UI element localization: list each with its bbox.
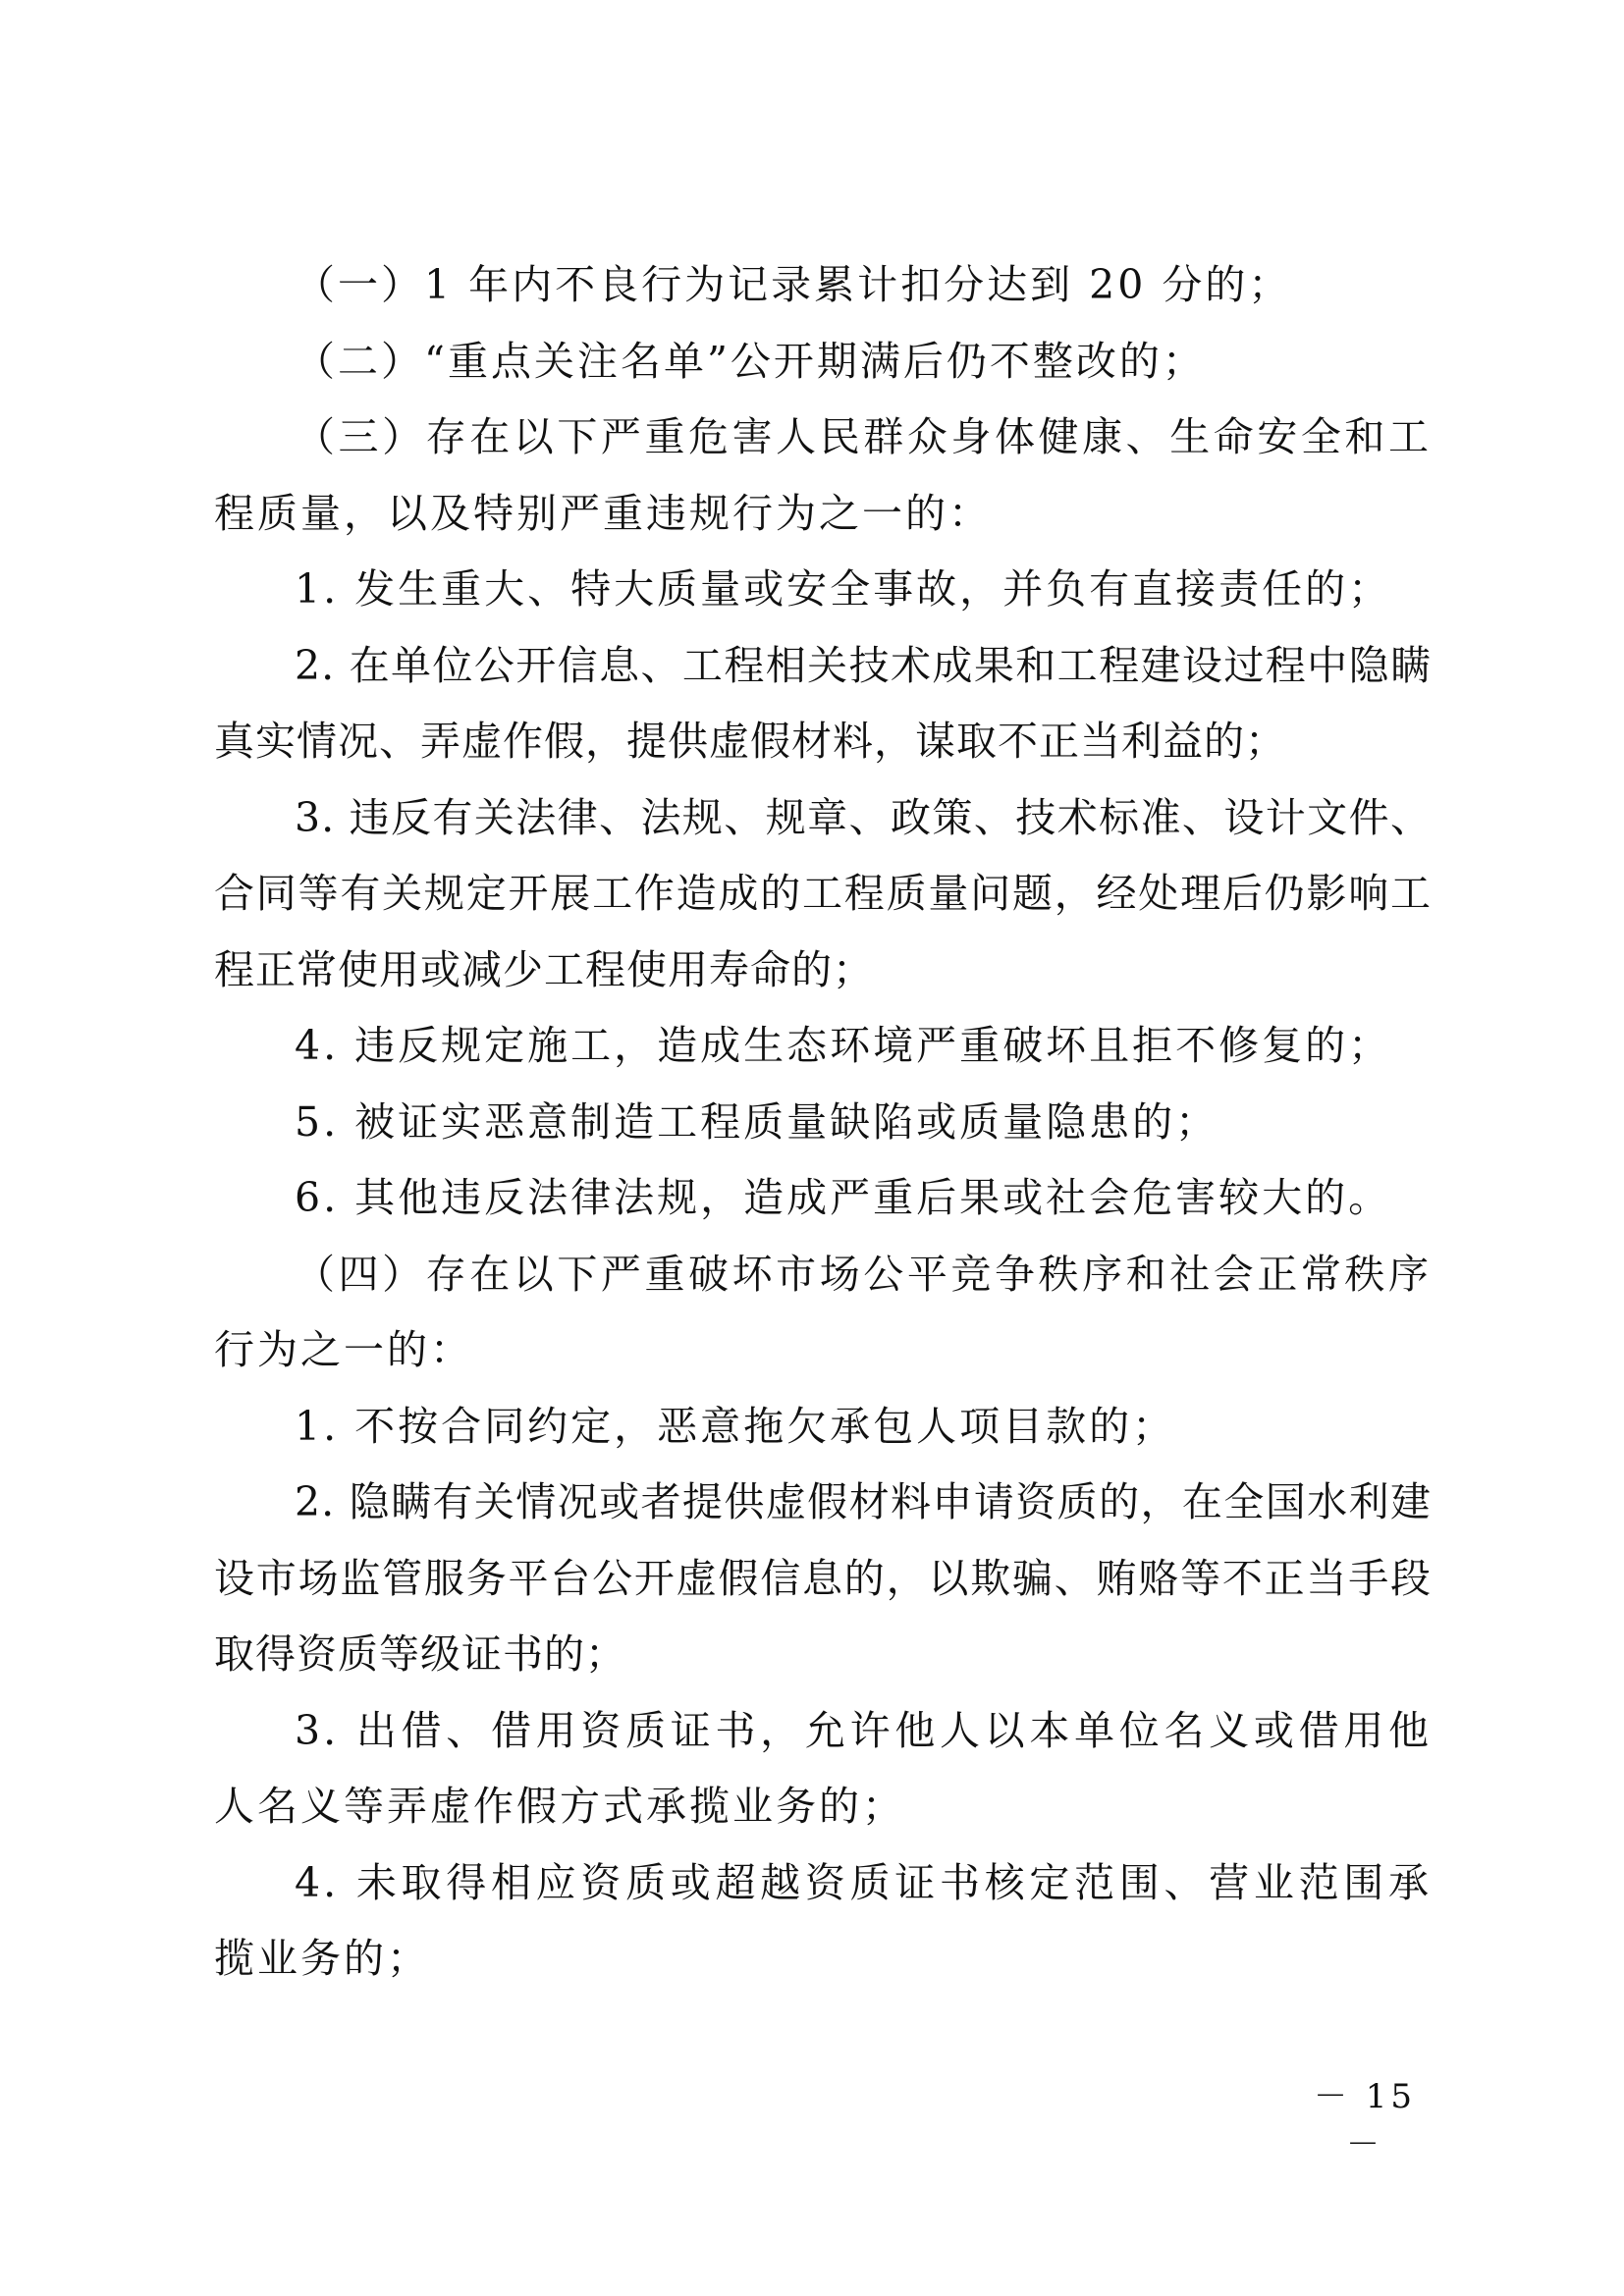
paragraph-item-3: （三）存在以下严重危害人民群众身体健康、生命安全和工程质量，以及特别严重违规行为之一的：	[214, 413, 1432, 537]
paragraph-subitem-1: 1. 发生重大、特大质量或安全事故，并负有直接责任的；	[295, 565, 1392, 613]
paragraph-subitem-9: 3. 出借、借用资质证书，允许他人以本单位名义或借用他人名义等弄虚作假方式承揽业务的；	[214, 1706, 1432, 1830]
paragraph-subitem-4: 4. 违反规定施工，造成生态环境严重破坏且拒不修复的；	[295, 1022, 1392, 1069]
paragraph-item-2: （二）“重点关注名单”公开期满后仍不整改的；	[295, 337, 1206, 385]
page-number: － 15 －	[1313, 2077, 1417, 2164]
paragraph-item-1: （一）1 年内不良行为记录累计扣分达到 20 分的；	[295, 261, 1292, 308]
document-body	[214, 247, 1432, 1998]
paragraph-subitem-10: 4. 未取得相应资质或超越资质证书核定范围、营业范围承揽业务的；	[214, 1858, 1432, 1982]
paragraph-subitem-5: 5. 被证实恶意制造工程质量缺陷或质量隐患的；	[295, 1097, 1219, 1146]
paragraph-item-4: （四）存在以下严重破坏市场公平竞争秩序和社会正常秩序行为之一的：	[214, 1250, 1432, 1373]
paragraph-subitem-7: 1. 不按合同约定，恶意拖欠承包人项目款的；	[295, 1402, 1176, 1450]
paragraph-subitem-6: 6. 其他违反法律法规，造成严重后果或社会危害较大的。	[295, 1174, 1392, 1221]
paragraph-subitem-3: 3. 违反有关法律、法规、规章、政策、技术标准、设计文件、合同等有关规定开展工作造成的工程质量问题，经处理后仍影响工程正常使用或减少工程使用寿命的；	[214, 793, 1432, 993]
paragraph-subitem-8: 2. 隐瞒有关情况或者提供虚假材料申请资质的，在全国水利建设市场监管服务平台公开虚假信息的，以欺骗、贿赂等不正当手段取得资质等级证书的；	[214, 1478, 1432, 1678]
paragraph-subitem-2: 2. 在单位公开信息、工程相关技术成果和工程建设过程中隐瞒真实情况、弄虚作假，提供虚假材料，谋取不正当利益的；	[214, 641, 1432, 765]
